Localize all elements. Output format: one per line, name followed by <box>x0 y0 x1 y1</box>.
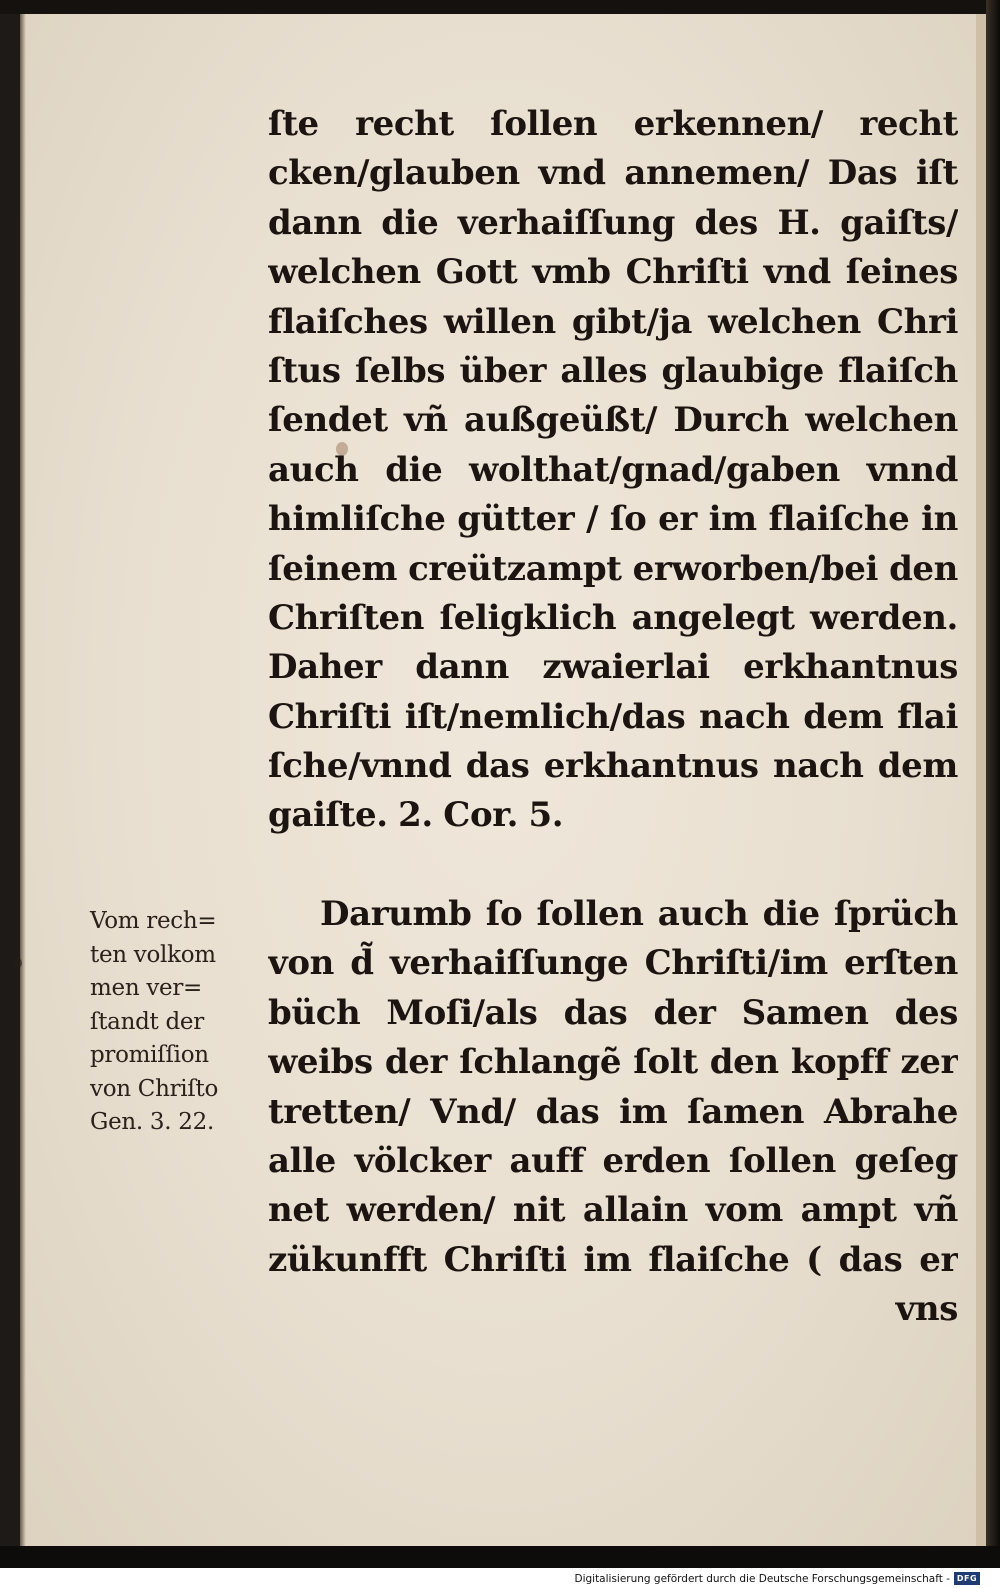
digitization-credit <box>570 1569 984 1588</box>
text-line: ſtus ſelbs über alles glaubige flaiſch <box>268 350 958 391</box>
text-line: dann die verhaiſſung des H. gaiſts/ <box>268 202 958 243</box>
text-line: Daher dann zwaierlai erkhantnus <box>268 647 958 688</box>
text-line: ſte recht ſollen erkennen/ recht <box>268 104 958 144</box>
text-line: alle völcker auff erden ſollen geſeg <box>268 1140 958 1181</box>
main-paragraph <box>268 100 958 841</box>
margin-note-line: Vom rech= <box>90 908 217 934</box>
text-line: himliſche gütter / ſo er im flaiſche in <box>268 499 958 540</box>
page-right-edge <box>986 0 1000 1588</box>
margin-note-line: ten volkom <box>90 941 216 968</box>
text-line: ſeinem creützampt erworben/bei den <box>268 548 958 589</box>
text-line: flaiſches willen gibt/ja welchen Chri <box>268 301 958 342</box>
text-line: von d̃ verhaiſſunge Chriſti/im erſten <box>268 943 958 984</box>
text-line: ſendet vñ außgeüßt/ Durch welchen <box>268 400 958 441</box>
catchword: vns <box>895 1289 958 1330</box>
second-paragraph <box>268 890 958 1335</box>
text-line: Chriſti iſt/nemlich/das nach dem flai <box>268 696 958 737</box>
text-line: weibs der ſchlangẽ ſolt den kopff zer <box>268 1042 958 1083</box>
text-line: Chriſten ſeligklich angelegt werden. <box>268 597 958 638</box>
scan-bottom-edge <box>0 1546 1000 1568</box>
text-line: büch Moſi/als das der Samen des <box>268 992 958 1033</box>
margin-note-line: promiſſion <box>90 1042 209 1068</box>
text-line: auch die wolthat/gnad/gaben vnnd <box>268 449 958 490</box>
dfg-logo-icon: DFG <box>954 1572 980 1585</box>
credit-text: Digitalisierung gefördert durch die Deutsche Forschungsgemeinschaft - <box>574 1572 950 1585</box>
text-line: gaiſte. 2. Cor. 5. <box>268 795 564 836</box>
page-binding-shadow <box>20 14 26 1546</box>
text-line: welchen Gott vmb Chriſti vnd ſeines <box>268 252 958 293</box>
text-line: tretten/ Vnd/ das im ſamen Abrahe <box>268 1091 958 1132</box>
scan-top-edge <box>0 0 1000 14</box>
text-line: ſche/vnnd das erkhantnus nach dem <box>268 746 958 787</box>
margin-note-line: Gen. 3. 22. <box>90 1109 214 1135</box>
text-line: zükunfft Chriſti im flaiſche ( das er <box>268 1239 958 1280</box>
text-line: Darumb ſo ſollen auch die ſprüch <box>320 894 958 934</box>
text-line: cken/glauben vnd annemen/ Das iſt <box>268 153 958 194</box>
marginal-note <box>90 905 262 1140</box>
margin-note-line: men ver= <box>90 975 203 1001</box>
margin-note-line: von Chriſto <box>90 1075 219 1102</box>
margin-note-line: ſtandt der <box>90 1008 204 1035</box>
ink-stain <box>14 958 22 968</box>
text-line: net werden/ nit allain vom ampt vñ <box>268 1190 958 1231</box>
